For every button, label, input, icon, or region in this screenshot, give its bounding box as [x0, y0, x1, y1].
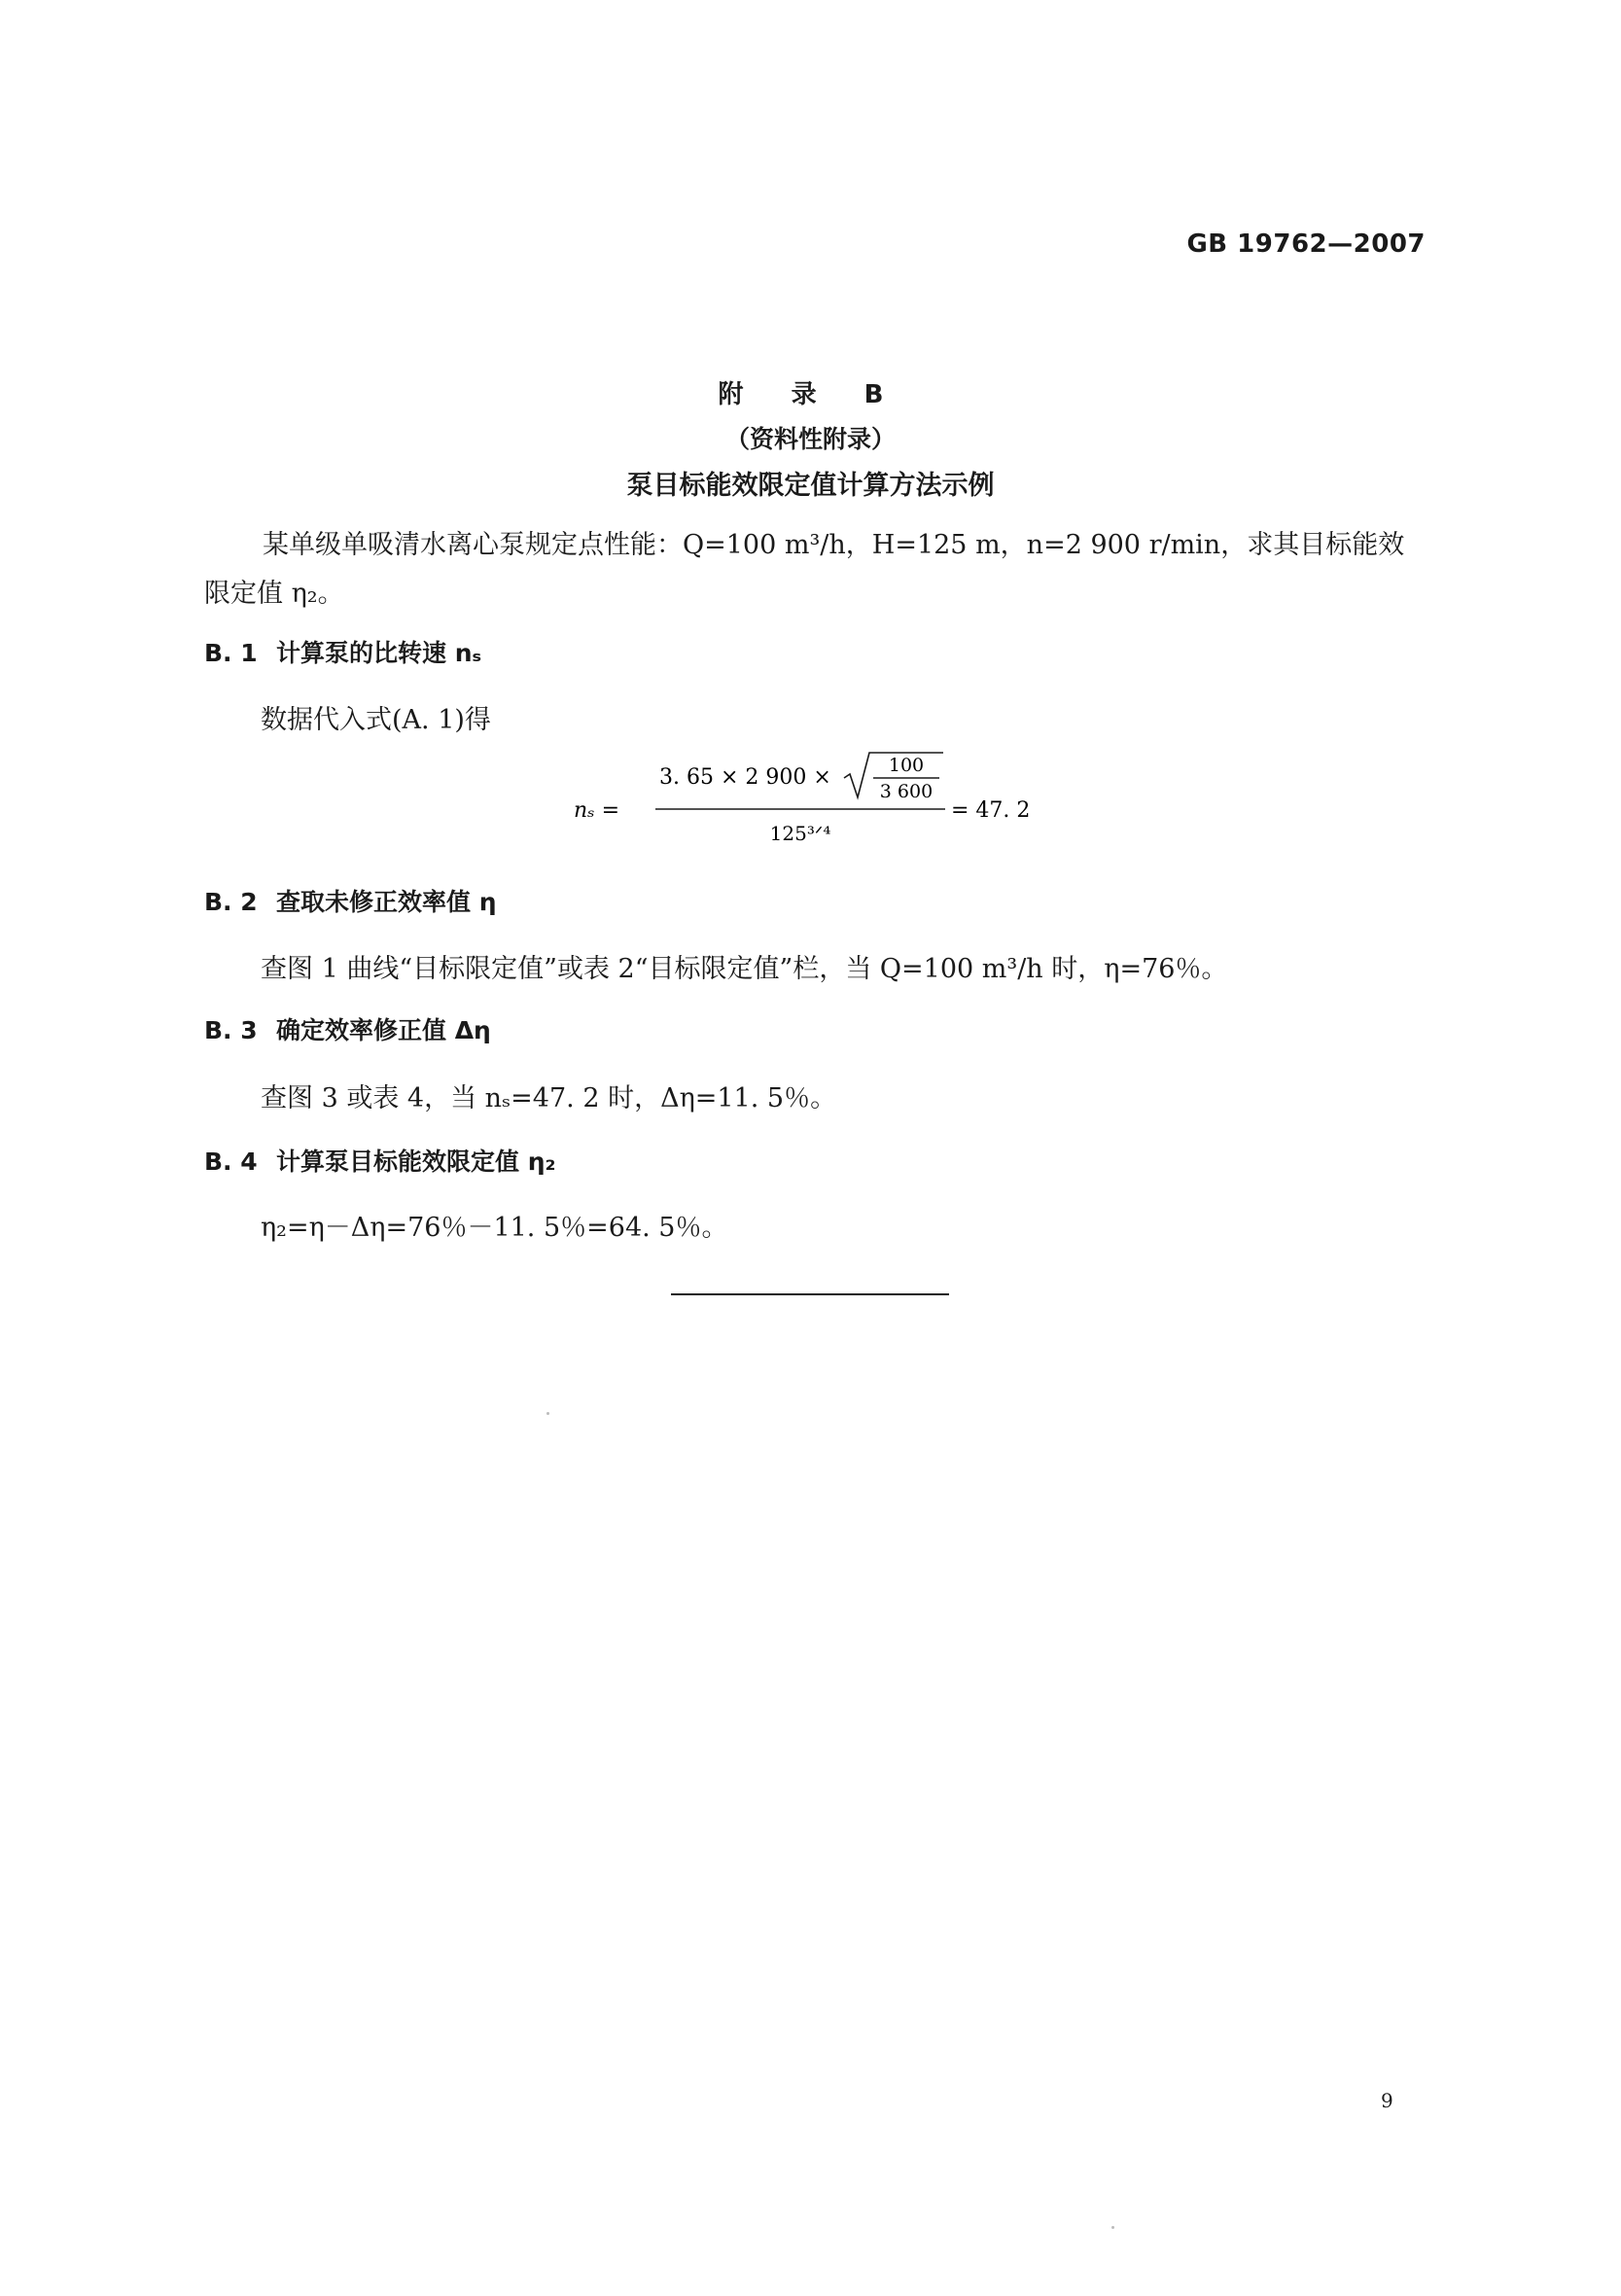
sqrt-numerator: 100 [888, 755, 925, 776]
formula-denominator: 125³ᐟ⁴ [769, 822, 831, 845]
section-b2-body: 查图 1 曲线“目标限定值”或表 2“目标限定值”栏，当 Q=100 m³/h 时，η=76％。 [261, 954, 1228, 984]
specific-speed-formula [574, 747, 1060, 854]
section-title: 查取未修正效率值 η [276, 888, 497, 916]
section-title: 计算泵的比转速 nₛ [276, 639, 482, 667]
formula-lhs: nₛ = [574, 798, 620, 823]
section-title: 计算泵目标能效限定值 η₂ [276, 1148, 556, 1176]
formula-rhs: = 47. 2 [951, 798, 1031, 823]
scan-speck [1111, 2226, 1114, 2229]
sqrt-denominator: 3 600 [879, 781, 934, 802]
section-title: 确定效率修正值 Δη [276, 1016, 491, 1044]
section-number: B. 2 [204, 888, 258, 916]
intro-paragraph: 某单级单吸清水离心泵规定点性能：Q=100 m³/h，H=125 m，n=2 900 r/min，求其目标能效限定值 η₂。 [204, 530, 1405, 609]
section-b3-body: 查图 3 或表 4，当 nₛ=47. 2 时，Δη=11. 5％。 [261, 1083, 837, 1113]
annex-type: （资料性附录） [724, 425, 896, 453]
section-b1-heading [204, 634, 481, 669]
scan-speck [546, 1412, 549, 1415]
annex-label: 附 录 B [718, 380, 903, 409]
section-number: B. 3 [204, 1016, 258, 1044]
standard-code: GB 19762—2007 [1186, 230, 1426, 259]
section-b4-heading [204, 1143, 555, 1178]
page-number: 9 [1381, 2089, 1393, 2112]
section-b1-body: 数据代入式(A. 1)得 [261, 705, 491, 735]
formula-numerator: 3. 65 × 2 900 × [659, 765, 831, 790]
section-b3-heading [204, 1011, 491, 1046]
section-number: B. 1 [204, 639, 258, 667]
end-rule [671, 1293, 949, 1295]
section-b2-heading [204, 883, 497, 918]
section-b4-body: η₂=η－Δη=76％－11. 5％=64. 5％。 [261, 1213, 728, 1243]
annex-title: 泵目标能效限定值计算方法示例 [626, 471, 995, 501]
section-number: B. 4 [204, 1148, 258, 1176]
